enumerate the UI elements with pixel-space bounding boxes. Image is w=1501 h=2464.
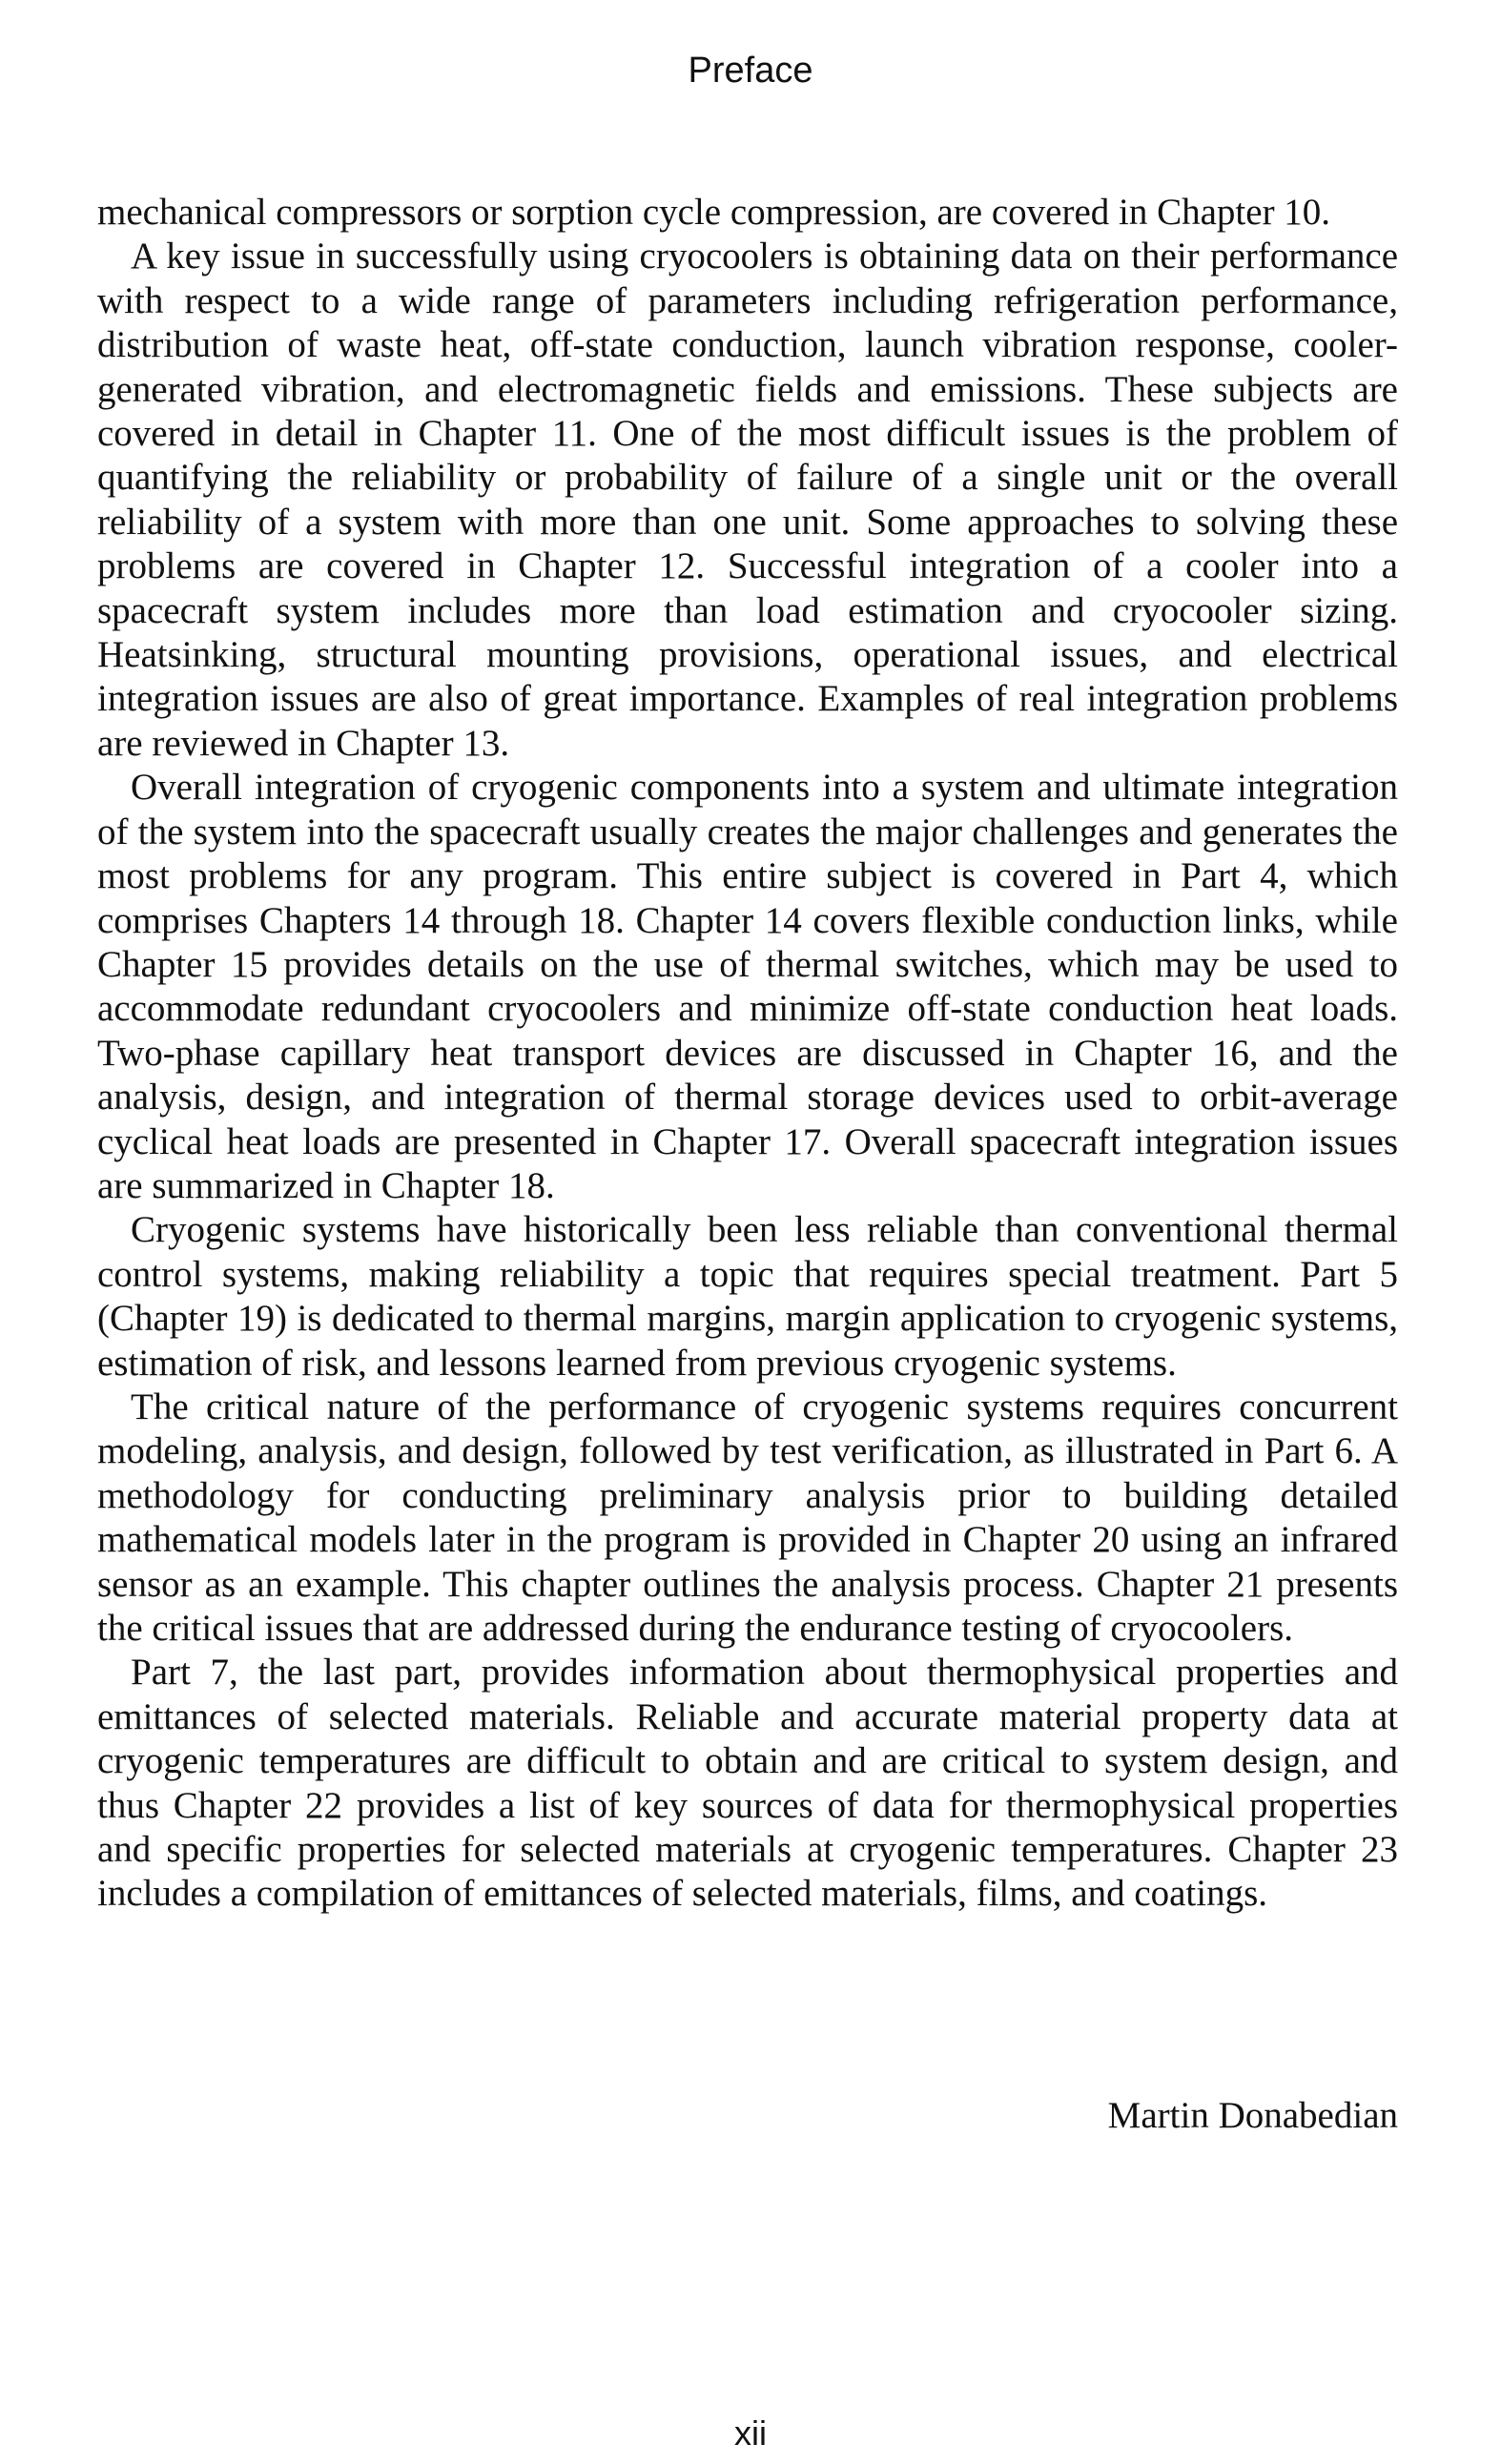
paragraph-reliability: Cryogenic systems have historically been less reliable than conventional thermal control systems, making reliability a topic that requires special treatment. Part 5 (Chapter 19) is dedicated to thermal margins, margin application to cryogenic systems, estimation of risk, and lessons learned from previous cryogenic systems. xyxy=(97,1209,1398,1384)
paragraph-material-properties: Part 7, the last part, provides information about thermophysical properties and emittances of selected materials. Reliable and accurate material property data at cryogenic temperatures are difficult to obtain and are critical to system design, and thus Chapter 22 provides a list of key sources of data for thermophysical properties and specific properties for selected materials at cryogenic temperatures. Chapter 23 includes a compilation of emittances of selected materials, films, and coatings. xyxy=(97,1652,1398,1915)
running-title: Preface xyxy=(688,51,813,91)
paragraph-system-integration: Overall integration of cryogenic components into a system and ultimate integration of the system into the spacecraft usually creates the major challenges and generates the most problems for any program. This entire subject is covered in Part 4, which comprises Chapters 14 through 18. Chapter 14 covers flexible conduction links, while Chapter 15 provides details on the use of thermal switches, which may be used to accommodate redundant cryocoolers and minimize off-state conduction heat loads. Two-phase capillary heat transport devices are discussed in Chapter 16, and the analysis, design, and integration of thermal storage devices used to orbit-average cyclical heat loads are presented in Chapter 17. Overall spacecraft integration issues are summarized in Chapter 18. xyxy=(97,767,1398,1206)
preface-body xyxy=(97,191,1398,1917)
paragraph-cryocooler-data: A key issue in successfully using cryocoolers is obtaining data on their performance with respect to a wide range of parameters including refrigeration performance, distribution of waste heat, off-state conduction, launch vibration response, cooler-generated vibration, and electromagnetic fields and emissions. These subjects are covered in detail in Chapter 11. One of the most difficult issues is the problem of quantifying the reliability or probability of failure of a single unit or the overall reliability of a system with more than one unit. Some approaches to solving these problems are covered in Chapter 12. Successful integration of a cooler into a spacecraft system includes more than load estimation and cryocooler sizing. Heatsinking, structural mounting provisions, operational issues, and electrical integration issues are also of great importance. Examples of real integration problems are reviewed in Chapter 13. xyxy=(97,236,1398,764)
paragraph-modeling-analysis: The critical nature of the performance of cryogenic systems requires concurrent modeling, analysis, and design, followed by test verification, as illustrated in Part 6. A methodology for conducting preliminary analysis prior to building detailed mathematical models later in the program is provided in Chapter 20 using an infrared sensor as an example. This chapter outlines the analysis process. Chapter 21 presents the critical issues that are addressed during the endurance testing of cryocoolers. xyxy=(97,1386,1398,1649)
paragraph-continuation: mechanical compressors or sorption cycle compression, are covered in Chapter 10. xyxy=(97,192,1331,233)
author-signature: Martin Donabedian xyxy=(1107,2095,1398,2136)
page-number: xii xyxy=(734,2413,767,2453)
